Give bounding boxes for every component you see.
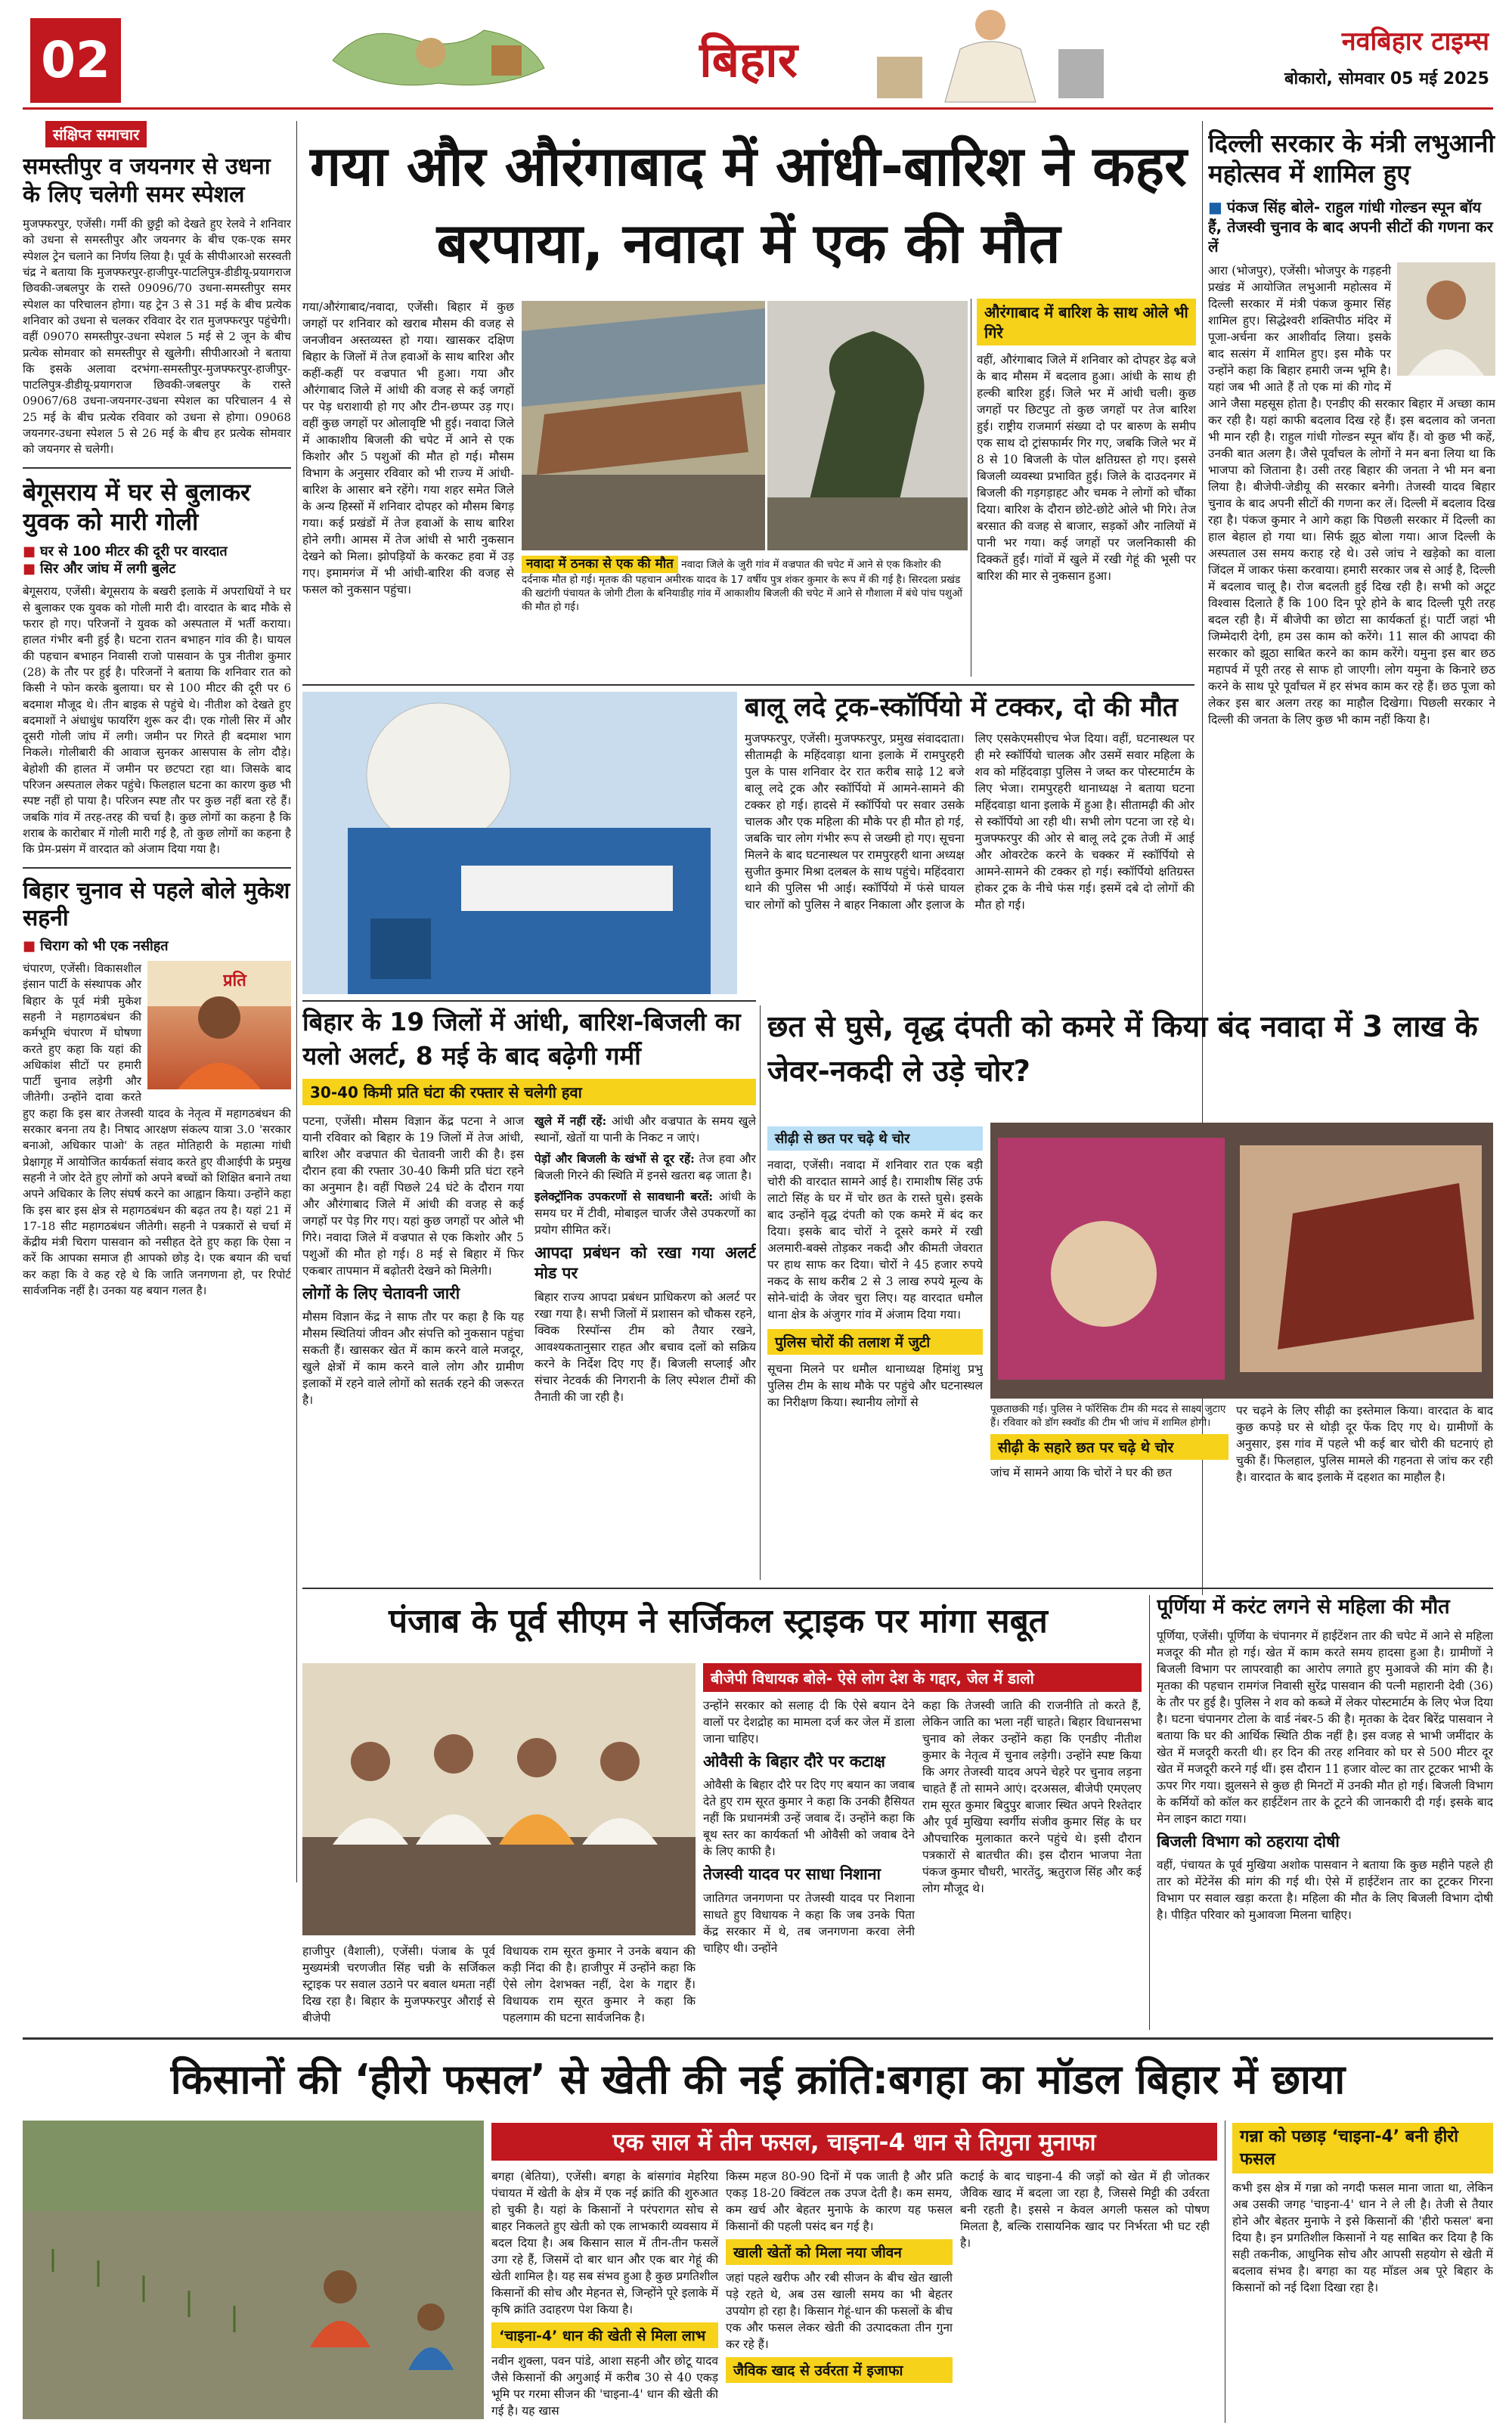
story-sahni-title: बिहार चुनाव से पहले बोले मुकेश सहनी bbox=[23, 877, 290, 932]
theft-lower bbox=[990, 1402, 1228, 1580]
purnia-body-2: वहीं, पंचायत के पूर्व मुखिया अशोक पासवान ने बताया कि कुछ महीने पहले ही तार को मेंटेनेंस की मांग की गई थी। ऐसे में हाईटेंशन तार का टूटकर गिरना विभाग पर सवाल खड़ा करता है। महिला की मौत के लिए बिजली विभाग दोषी है। पीड़ित परिवार को मुआवजा मिलना चाहिए। bbox=[1157, 1858, 1493, 1922]
theft-body-block bbox=[767, 1126, 983, 1580]
alert-sub-warning: लोगों के लिए चेतावनी जारी bbox=[302, 1284, 460, 1303]
alert-sub-disaster: आपदा प्रबंधन को रखा गया अलर्ट मोड पर bbox=[534, 1244, 756, 1283]
ransacked-room-photo bbox=[990, 1123, 1493, 1399]
brief-news-tag: संक्षिप्त समाचार bbox=[45, 121, 147, 147]
theft-caption-2: जांच में सामने आया कि चोरों ने घर की छत bbox=[990, 1466, 1173, 1480]
truck-headline: बालू लदे ट्रक-स्कॉर्पियो में टक्कर, दो की मौत bbox=[745, 692, 1178, 723]
punjab-body-4: जातिगत जनगणना पर तेजस्वी यादव पर निशाना साधते हुए विधायक ने कहा कि जब उनके पिता केंद्र सरकार में थे, तब जनगणना करवा लेनी चाहिए थी। उन्होंने bbox=[703, 1891, 915, 1955]
paddy-field-photo bbox=[23, 2121, 484, 2419]
alert-col-2: खुले में नहीं रहें: आंधी और वज्रपात के समय खुले स्थानों, खेतों या पानी के निकट न जाएं। पेड़ों और बिजली के खंभों से दूर रहें: तेज हवा और बिजली गिरने की स्थिति में इनसे खतरा बढ़ जाता है। इलेक्ट्रॉनिक उपकरणों से सावधानी बरतें: आंधी के समय घर में टीवी, मोबाइल चार्जर जैसे उपकरणों का प्रयोग सीमित करें। आपदा प्रबंधन को रखा गया अलर्ट मोड पर बिहार राज्य आपदा प्रबंधन प्राधिकरण को अलर्ट पर रखा गया है। सभी जिलों में प्रशासन को चौकस रहने, क्विक रिस्पॉन्स टीम को तैयार रखने, आवश्यकतानुसार राहत और बचाव दलों को सक्रिय करने के निर्देश दिए गए हैं। बिजली सप्लाई और संचार नेटवर्क की निगरानी के लिए स्पेशल टीमों की तैनाती की जा रही है। bbox=[534, 1114, 756, 1404]
farm-col-2 bbox=[726, 2168, 953, 2425]
story-begusarai-bullet-2: ■ सिर और जांघ में लगी बुलेट bbox=[23, 561, 176, 578]
punjab-headline: पंजाब के पूर्व सीएम ने सर्जिकल स्ट्राइक पर मांगा सबूत bbox=[389, 1602, 1048, 1641]
punjab-caption: हाजीपुर (वैशाली), एजेंसी। पंजाब के पूर्व मुख्यमंत्री चरणजीत सिंह चन्नी के सर्जिकल स्ट्राइक पर सवाल उठाने पर बवाल थमता नहीं दिख रहा है। बिहार के मुजफ्फरपुर औराई से बीजेपी bbox=[302, 1944, 495, 2025]
story-sahni-bullet: ■ चिराग को भी एक नसीहत bbox=[23, 937, 169, 954]
farm-col-1 bbox=[491, 2168, 718, 2425]
main-story-body: गया/औरंगाबाद/नवादा, एजेंसी। बिहार में कुछ जगहों पर शनिवार को खराब मौसम की वजह से जनजीवन अस्तव्यस्त हो गया। खासकर दक्षिण बिहार के जिलों में तेज हवाओं के साथ बारिश और कहीं-कहीं पर वज्रपात भी हुआ। गया और औरंगाबाद जिले में आंधी की वजह से कई जगहों पर पेड़ धराशायी हो गए और टीन-छप्पर उड़ गए। वहीं कुछ जगहों पर ओलावृष्टि भी हुई। नवादा जिले में आकाशीय बिजली की चपेट में आने से एक किशोर और 5 पशुओं की मौत हो गई। मौसम विभाग के अनुसार रविवार को भी राज्य में आंधी-बारिश के आसार बने रहेंगे। गया शहर समेत जिले के अन्य हिस्सों में शनिवार दोपहर को मौसम बिगड़ गया। कई प्रखंडों में तेज हवाओं के साथ बारिश होने लगी। आमस में तेज आंधी से भारी नुकसान देखने को मिला। झोपड़ियों के करकट हवा में उड़ गए। इमामगंज में भी आंधी-बारिश की वजह से फसल को नुकसान पहुंचा। bbox=[302, 300, 514, 596]
story-summer-special-title: समस्तीपुर व जयनगर से उधना के लिए चलेगी समर स्पेशल bbox=[23, 153, 271, 208]
sahni-photo-banner: प्रति bbox=[223, 971, 246, 991]
purnia-story bbox=[1157, 1595, 1493, 2030]
header-figure-art bbox=[862, 4, 1119, 106]
punjab-body-2: उन्होंने सरकार को सलाह दी कि ऐसे बयान देने वालों पर देशद्रोह का मामला दर्ज कर जेल में डाला जाना चाहिए। bbox=[703, 1699, 915, 1746]
farm-side-body: कभी इस क्षेत्र में गन्ना को नगदी फसल माना जाता था, लेकिन अब उसकी जगह 'चाइना-4' धान ने ले ली है। तेजी से तैयार होने और बेहतर मुनाफे ने इसे किसानों की 'हीरो फसल' बना दिया है। इन प्रगतिशील किसानों ने यह साबित कर दिया है कि सही तकनीक, आधुनिक सोच और आपसी सहयोग से खेती में बदलाव संभव है। बगहा का यह मॉडल अब पूरे बिहार के किसानों को नई दिशा दिखा रहा है। bbox=[1232, 2181, 1493, 2295]
alert-strip: 30-40 किमी प्रति घंटा की रफ्तार से चलेगी हवा bbox=[302, 1079, 756, 1105]
alert-col-1: पटना, एजेंसी। मौसम विज्ञान केंद्र पटना ने आज यानी रविवार को बिहार के 19 जिलों में तेज आंधी, बारिश और वज्रपात की चेतावनी जारी की है। इस दौरान हवा की रफ्तार 30-40 किमी प्रति घंटा रहने का अनुमान है। वहीं पिछले 24 घंटे के दौरान गया और औरंगाबाद जिले में आंधी की वजह से कई जगहों पर पेड़ गिर गए। यहां कुछ जगहों पर ओले भी गिरे। नवादा जिले में वज्रपात से एक किशोर और 5 पशुओं की मौत हो गई। 8 मई से बिहार में फिर एकबार तापमान में बढ़ोतरी देखने को मिलेगी। लोगों के लिए चेतावनी जारी मौसम विज्ञान केंद्र ने साफ तौर पर कहा है कि यह मौसम स्थितियां जीवन और संपत्ति को नुकसान पहुंचा सकती हैं। खासकर खेत में काम करने वाले मजदूर, खुले क्षेत्रों में काम करने वाले लोग और ग्रामीण इलाकों में रहने वाले लोगों को सतर्क रहने की जरूरत है। bbox=[302, 1114, 524, 1408]
section-title: बिहार bbox=[699, 33, 798, 88]
theft-body: नवादा, एजेंसी। नवादा में शनिवार रात एक बड़ी चोरी की वारदात सामने आई है। रामाशीष सिंह उर्फ लाटो सिंह के घर में चोर छत के रास्ते घुसे। इसके बाद उन्होंने वृद्ध दंपती को एक कमरे में बंद कर दिया। इसके बाद चोरों ने दूसरे कमरे में रखी अलमारी-बक्से तोड़कर नकदी और कीमती जेवरात पर हाथ साफ कर दिया। चोरों ने 45 हजार रुपये नकद के साथ करीब 2 से 3 लाख रुपये मूल्य के सोने-चांदी के जेवर चुरा लिए। यह वारदात धमौल थाना क्षेत्र के अंजुगर गांव में अंजाम दिया गया। bbox=[767, 1158, 983, 1321]
farm-sub-china4: ‘चाइना-4’ धान की खेती से मिला लाभ bbox=[491, 2322, 718, 2348]
theft-tag: सीढ़ी से छत पर चढ़े थे चोर bbox=[767, 1126, 983, 1151]
storm-caption-bold: नवादा में ठनका से एक की मौत bbox=[522, 556, 678, 573]
story-begusarai-body: बेगूसराय, एजेंसी। बेगूसराय के बखरी इलाके में अपराधियों ने घर से बुलाकर एक युवक को गोली मारी दी। वारदात के बाद मौके से फरार हो गए। परिजनों ने युवक को अस्पताल में भर्ती कराया। हालत गंभीर बनी हुई है। घटना रातन बभाहन गांव की है। घायल की पहचान बभाहन निवासी राजो पासवान के पुत्र नीतीश कुमार (28) के तौर पर हुई है। परिजनों ने बताया कि शनिवार रात को किसी ने फोन करके बुलाया। घर से 100 मीटर की दूरी पर 6 बदमाश मौजूद थे। तीन बाइक से पहुंचे थे। नीतीश को देखते हुए बदमाशों ने अंधाधुंध फायरिंग शुरू कर दी। एक गोली सिर में और दूसरी गोली जांघ में लगी। जमीन पर गिरते ही बदमाश भाग निकले। गोलीबारी की आवाज सुनकर आसपास के लोग दौड़े। बेहोशी की हालत में जमीन पर छटपटा रहा था। जिसके बाद परिजन अस्पताल लेकर पहुंचे। फिलहाल घटना का कारण कुछ भी स्पष्ट नहीं हो पाया है। परिजन स्पष्ट तौर पर कुछ नहीं बता रहे हैं। जबकि गांव में तरह-तरह की चर्चा है। कुछ लोगों का कहना है कि शराब के कारोबार में गोली मारी गई है, तो कुछ लोगों का कहना है कि प्रेम-प्रसंग में वारदात को अंजाम दिया गया है। bbox=[23, 584, 291, 857]
farm-body-1: बगहा (बेतिया), एजेंसी। बगहा के बांसगांव मेहरिया पंचायत में खेती के क्षेत्र में एक नई क्रांति की शुरुआत हो चुकी है। यहां के किसानों ने परंपरागत सोच से बाहर निकलते हुए खेती को एक लाभकारी व्यवसाय में बदल दिया है। अब किसान साल में तीन-तीन फसलें उगा रहे हैं, जिसमें दो बार धान और एक बार गेहूं की खेती शामिल है। यह सब संभव हुआ है कुछ प्रगतिशील किसानों की सोच और मेहनत से, जिन्होंने पूरे इलाके में कृषि क्रांति उदाहरण पेश किया है। bbox=[491, 2170, 718, 2316]
punjab-kicker: बीजेपी विधायक बोले- ऐसे लोग देश के गद्दार, जेल में डालो bbox=[703, 1663, 1142, 1692]
farm-strip: एक साल में तीन फसल, चाइना-4 धान से तिगुना मुनाफा bbox=[491, 2123, 1217, 2161]
purnia-headline: पूर्णिया में करंट लगने से महिला की मौत bbox=[1157, 1595, 1450, 1619]
purnia-sub: बिजली विभाग को ठहराया दोषी bbox=[1157, 1832, 1340, 1851]
farm-body-2: नवीन शुक्ला, पवन पांडे, आशा सहनी और छोटू यादव जैसे किसानों की अगुआई में करीब 30 से 40 एकड़ भूमि पर गरमा सीजन की 'चाइना-4' धान की खेती की गई है। यह खास bbox=[491, 2354, 718, 2418]
delhi-headline: दिल्ली सरकार के मंत्री लभुआनी महोत्सव में शामिल हुए bbox=[1208, 129, 1495, 189]
storm-damage-photo bbox=[522, 301, 765, 550]
punjab-body-5: कहा कि तेजस्वी जाति की राजनीति तो करते हैं, लेकिन जाति का भला नहीं चाहते। बिहार विधानसभा चुनाव को लेकर उन्होंने कहा कि एनडीए नीतीश कुमार के नेतृत्व में चुनाव लड़ेगी। उन्होंने स्पष्ट किया कि अगर तेजस्वी यादव अपने चेहरे पर चुनाव लड़ना चाहते हैं तो सामने आएं। दरअसल, बीजेपी एमएलए राम सूरत कुमार बिदुपुर बाजार स्थित अपने रिश्तेदार और पूर्व मुखिया स्वर्गीय संजीव कुमार सिंह के घर औपचारिक मुलाकात करने पहुंचे थे। इसी दौरान पत्रकारों से बातचीत की। इस दौरान भाजपा नेता पंकज कुमार चौधरी, भारतेंदु, ऋतुराज सिंह और कई लोग मौजूद थे। bbox=[922, 1699, 1142, 1895]
aurangabad-sub-body: वहीं, औरंगाबाद जिले में शनिवार को दोपहर डेढ़ बजे के बाद मौसम में बदलाव हुआ। आंधी के साथ ही हल्की बारिश हुई। जिले भर में आंधी चली। कुछ जगहों पर छिटपुट तो कुछ जगहों पर तेज बारिश हुई। राष्ट्रीय राजमार्ग संख्या दो पर बारुण के समीप एक साथ दो ट्रांसफार्मर गिर गए, जबकि जिले भर में 8 से 10 बिजली के पोल क्षतिग्रस्त हो गए। इससे बिजली व्यवस्था प्रभावित हुई। जिले के दाउदनगर में बिजली की गड़गड़ाहट और चमक ने लोगों को चौंका दिया। बारिश के दौरान छोटे-छोटे ओले भी गिरे। तेज बरसात की वजह से बाजार, सड़कों और नालियों में पानी भर गया। कई जगहों पर जलनिकासी की दिक्कतें हुईं। गांवों में खुले में रखी गेहूं की भूसी पर बारिश की मार से नुकसान हुआ। bbox=[977, 353, 1196, 583]
page-header bbox=[0, 0, 1512, 113]
aurangabad-sub-head: औरंगाबाद में बारिश के साथ ओले भी गिरे bbox=[977, 299, 1196, 345]
farm-headline: किसानों की ‘हीरो फसल’ से खेती की नई क्रांति:बगहा का मॉडल बिहार में छाया bbox=[170, 2056, 1346, 2103]
story-sahni-body: चंपारण, एजेंसी। विकासशील इंसान पार्टी के संस्थापक और बिहार के पूर्व मंत्री मुकेश सहनी ने महागठबंधन की कर्मभूमि चंपारण में घोषणा करते हुए कहा कि यहां की अधिकांश सीटों पर हमारी पार्टी चुनाव लड़ेगी और जीतेगी। उन्होंने दावा करते हुए कहा कि इस बार तेजस्वी यादव के नेतृत्व में महागठबंधन की सरकार बनना तय है। निषाद आरक्षण संकल्प यात्रा 3.0 'सरकार बनाओ, अधिकार पाओ' के तहत मोतिहारी के महात्मा गांधी प्रेक्षागृह में आयोजित कार्यकर्ता संवाद करते हुए वीआईपी के प्रमुख सहनी ने जोर देते हुए लोगों को अपने बच्चों को शिक्षित बनाने तथा अपने अधिकार के लिए संघर्ष करने का आह्वान किया। उन्होंने कहा कि इस बार इस क्षेत्र से महागठबंधन की बढ़त तय है। यहां 21 में 17-18 सीट महागठबंधन जीतेगी। सहनी ने पत्रकारों से चर्चा में केंद्रीय मंत्री चिराग पासवान को नसीहत देते हुए कहा कि ऐसा न करें कि आपका समाज ही आपको छोड़ दे। एक बयान की चर्चा कर कहा कि वे कह रहे थे कि जाति जनगणना हो, पर रिपोर्ट सार्वजनिक नहीं है। उनका यह बयान गलत है। bbox=[23, 962, 291, 1298]
sahni-photo bbox=[147, 961, 291, 1089]
theft-body-3: पर चढ़ने के लिए सीढ़ी का इस्तेमाल किया। वारदात के बाद कुछ कपड़े घर से थोड़ी दूर फेंक दिए गए थे। ग्रामीणों के अनुसार, इस गांव में पहले भी कई बार चोरी की घटनाएं हो चुकी हैं। फिलहाल, पुलिस मामले की गहनता से जांच कर रही है। वारदात के बाद इलाके में दहशत का माहौल है। bbox=[1236, 1404, 1493, 1484]
farm-body-4: जहां पहले खरीफ और रबी सीजन के बीच खेत खाली पड़े रहते थे, अब उस खाली समय का भी बेहतर उपयोग हो रहा है। किसान गेहूं-धान की फसलों के बीच एक और फसल लेकर खेती की उत्पादकता तीन गुना कर रहे हैं। bbox=[726, 2271, 953, 2351]
storm-tree-photo bbox=[767, 301, 968, 550]
brand-name: नवबिहार टाइम्स bbox=[1341, 26, 1489, 57]
yellow-alert-story bbox=[302, 1005, 756, 1580]
theft-body-2: सूचना मिलने पर धमौल थानाध्यक्ष हिमांशु प्रभु पुलिस टीम के साथ मौके पर पहुंचे और घटनास्थल का निरीक्षण किया। स्थानीय लोगों से bbox=[767, 1362, 983, 1409]
punjab-col-2 bbox=[703, 1697, 915, 2030]
farm-body-5: कटाई के बाद चाइना-4 की जड़ों को खेत में ही जोतकर जैविक खाद में बदला जा रहा है, जिससे मिट्टी की उर्वरता बनी रहती है। इससे न केवल अगली फसल को पोषण मिलता है, बल्कि रासायनिक खाद पर निर्भरता भी घट रही है। bbox=[960, 2170, 1210, 2250]
aurangabad-sub bbox=[977, 299, 1196, 677]
farm-side-head: गन्ना को पछाड़ ‘चाइना-4’ बनी हीरो फसल bbox=[1232, 2123, 1493, 2173]
theft-sub-police: पुलिस चोरों की तलाश में जुटी bbox=[767, 1329, 983, 1355]
main-headline-text: गया और औरंगाबाद में आंधी-बारिश ने कहर बरपाया, नवादा में एक की मौत bbox=[310, 135, 1187, 277]
delhi-kicker: ■ पंकज सिंह बोले- राहुल गांधी गोल्डन स्पून बॉय हैं, तेजस्वी चुनाव के बाद अपनी सीटों की गणना कर लें bbox=[1208, 197, 1493, 256]
theft-caption-1: पूछताछकी गई। पुलिस ने फॉरेंसिक टीम की मदद से साक्ष्य जुटाए हैं। रविवार को डॉग स्क्वॉड की टीम भी जांच में शामिल होगी। bbox=[990, 1403, 1226, 1430]
truck-accident bbox=[745, 692, 1194, 994]
mla-meeting-photo bbox=[302, 1663, 696, 1935]
story-begusarai-bullet-1: ■ घर से 100 मीटर की दूरी पर वारदात bbox=[23, 543, 228, 559]
storm-photo-caption: नवादा में ठनका से एक की मौत नवादा जिले के जुरी गांव में वज्रपात की चपेट में आने से एक किशोर की दर्दनाक मौत हो गई। मृतक की पहचान अमीरक यादव के 17 वर्षीय पुत्र शंकर कुमार के रूप में की गई है। सिरदला प्रखंड की खटांगी पंचायत के जोगी टीला के बनियाडीह गांव में आकाशीय बिजली की चपेट में आने से गौशाला में बंधे पांच पशुओं की मौत हो गई। bbox=[522, 556, 962, 614]
main-headline bbox=[302, 129, 1194, 295]
minister-photo bbox=[1397, 262, 1495, 376]
brief-news-column bbox=[23, 121, 291, 1882]
punjab-sub-tejashwi: तेजस्वी यादव पर साधा निशाना bbox=[703, 1865, 881, 1884]
page-number: 02 bbox=[30, 18, 121, 103]
punjab-body-1: विधायक राम सूरत कुमार ने उनके बयान की कड़ी निंदा की है। हाजीपुर में उन्होंने कहा कि ऐसे लोग देशभक्त नहीं, देश के गद्दार हैं। विधायक राम सूरत कुमार ने कहा कि पहलगाम की घटना सार्वजनिक है। bbox=[503, 1944, 696, 2025]
theft-headline: छत से घुसे, वृद्ध दंपती को कमरे में किया बंद नवादा में 3 लाख के जेवर-नकदी ले उड़े चोर? bbox=[767, 1010, 1478, 1089]
header-map-art bbox=[318, 8, 559, 98]
dateline: बोकारो, सोमवार 05 मई 2025 bbox=[1284, 70, 1489, 88]
farm-side bbox=[1232, 2123, 1493, 2425]
story-begusarai-title: बेगूसराय में घर से बुलाकर युवक को मारी गोली bbox=[23, 477, 251, 536]
farm-sub-organic: जैविक खाद से उर्वरता में इजाफा bbox=[726, 2357, 953, 2383]
purnia-body: पूर्णिया, एजेंसी। पूर्णिया के चंपानगर में हाईटेंशन तार की चपेट में आने से महिला मजदूर की मौत हो गई। खेत में काम करते समय हादसा हुआ है। ग्रामीणों ने बिजली विभाग पर लापरवाही का आरोप लगाते हुए मुआवजे की मांग की है। मृतका की पहचान रामगंज निवासी सुरेंद्र पासवान की पत्नी महारानी देवी (36) के तौर पर हुई है। पुलिस ने शव को कब्जे में लेकर पोस्टमार्टम के लिए भेज दिया है। घटना चंपानगर टोला के वार्ड नंबर-5 की है। मृतका के देवर बिरेंद्र पासवान ने बताया कि घर की आर्थिक स्थिति ठीक नहीं है। इस वजह से भाभी जमींदार के खेत में मजदूरी करती थी। हर दिन की तरह शनिवार को घर से 500 मीटर दूर खेत में मजदूरी करने गई थीं। इस दौरान 11 हजार वोल्ट का तार टूटकर भाभी के ऊपर गिर गया। झुलसने से कुछ ही मिनटों में उनकी मौत हो गई। बिजली विभाग के कर्मियों को कॉल कर हाईटेंशन तार के टूटने की जानकारी दी गई। इसके बाद मेन लाइन काटा गया। bbox=[1157, 1628, 1493, 1826]
met-office-photo bbox=[302, 692, 737, 994]
alert-headline: बिहार के 19 जिलों में आंधी, बारिश-बिजली का यलो अलर्ट, 8 मई के बाद बढ़ेगी गर्मी bbox=[302, 1007, 741, 1070]
delhi-body: आरा (भोजपुर), एजेंसी। भोजपुर के गड़हनी प्रखंड में आयोजित लभुआनी महोत्सव में दिल्ली सरकार में मंत्री पंकज कुमार सिंह शामिल हुए। सिद्धेश्वरी शक्तिपीठ मंदिर में पूजा-अर्चना कर आशीर्वाद लिया। इसके बाद सत्संग में शामिल हुए। इस मौके पर उन्होंने कहा कि बिहार हमारी जन्म भूमि है। यहां जब भी आते हैं तो एक मां की गोद में आने जैसा महसूस होता है। एनडीए की सरकार बिहार में अच्छा काम कर रही है। यहां काफी बदलाव दिख रहे हैं। इस बदलाव को जनता भी मान रही है। राहुल गांधी गोल्डन स्पून बॉय हैं। वो कुछ भी कहें, उनकी बात अलग है। जैसे पूर्वांचल के लोगों ने मन बना लिया था कि भाजपा को जिताना है। उसी तरह बिहार की जनता ने भी मन बना लिया है। बीजेपी-जेडीयू की सरकार बनेगी। तेजस्वी यादव बिहार चुनाव के बाद अपनी सीटों की गणना कर लें। दिल्ली में बदलाव दिख रहा है। पंकज कुमार ने आगे कहा कि पिछली सरकार में दिल्ली का हाल बेहाल हो गया था। सिर्फ झूठ बोला गया। आज दिल्ली के अस्पताल उस समय कराह रहे थे। उसे जांच ने खड़ेको का वाला जिंदल में जाकर फंसा करवाया। हमारी सरकार जब से आई है, दिल्ली में बदलाव चालू है। रोज बदलती हुई दिख रही है। सभी को अटूट विश्वास दिलाते हैं कि 100 दिन पूरे होने के बाद दिल्ली पूरी तरह बदल रही है। में बीजेपी का छोटा सा कार्यकर्ता हूं। पार्टी जहां भी जिम्मेदारी देगी, हम उस काम को करेंगे। 11 साल की आपदा की सरकार को झूठा साबित करने का काम करेंगे। यमुना इस बार छठ महापर्व में पूरी तरह से साफ हो जाएगी। लोग यमुना के किनारे छठ करने के साथ पूरे पूर्वांचल में हर संभव काम कर रहे हैं। छठ पूजा को लेकर इस बार अलग तरह का माहौल दिखेगा। पिछली सरकार ने दिल्ली की जनता के लिए कुछ भी काम नहीं किया है। bbox=[1208, 263, 1495, 727]
story-summer-special-body: मुजफ्फरपुर, एजेंसी। गर्मी की छुट्टी को देखते हुए रेलवे ने शनिवार को उधना से समस्तीपुर और जयनगर के बीच एक-एक समर स्पेशल ट्रेन चलाने का निर्णय लिया है। पूर्व के सीपीआरओ सरस्वती चंद्र ने बताया कि मुजफ्फरपुर-हाजीपुर-पाटलिपुत्र-डीडीयू-प्रयागराज छिवकी-जबलपुर के रास्ते 09096/70 उधना-समस्तीपुर समर स्पेशल का परिचालन होगा। यह ट्रेन 3 से 31 मई के बीच प्रत्येक शनिवार को उधना से चलकर रविवार देर रात मुजफ्फरपुर पहुंचेगी। वहीं 09070 समस्तीपुर-उधना स्पेशल 5 मई से 2 जून के बीच प्रत्येक सोमवार को समस्तीपुर से खुलेगी। सीपीआरओ ने बताया कि इसके अलावा दरभंगा-समस्तीपुर-मुजफ्फरपुर-हाजीपुर-पाटलिपुत्र-डीडीयू-प्रयागराज छिवकी-जबलपुर के रास्ते 09067/68 उधना-जयनगर-उधना स्पेशल का परिचालन 4 से 25 मई के बीच प्रत्येक रविवार को उधना से होगा। 09068 जयनगर-उधना स्पेशल 5 से 26 मई के बीच हर प्रत्येक सोमवार को जयनगर से चलेगी। bbox=[23, 217, 291, 457]
farm-sub-empty-fields: खाली खेतों को मिला नया जीवन bbox=[726, 2239, 953, 2265]
punjab-sub-owaisi: ओवैसी के बिहार दौरे पर कटाक्ष bbox=[703, 1752, 885, 1771]
farm-body-3: किस्म महज 80-90 दिनों में पक जाती है और प्रति एकड़ 18-20 क्विंटल तक उपज देती है। कम समय, कम खर्च और बेहतर मुनाफे के कारण यह फसल किसानों की पहली पसंद बन गई है। bbox=[726, 2170, 953, 2233]
truck-body: मुजफ्फरपुर, एजेंसी। मुजफ्फरपुर, प्रमुख संवाददाता। सीतामढ़ी के महिंदवाड़ा थाना इलाके में रामपुरहरी पुल के पास शनिवार देर रात करीब साढ़े 12 बजे बालू लदे ट्रक और स्कॉर्पियो में आमने-सामने की टक्कर हो गई। हादसे में स्कॉर्पियो पर सवार उसके चालक और एक महिला की मौके पर ही मौत हो गई, जबकि चार लोग गंभीर रूप से जख्मी हो गए। सूचना मिलने के बाद घटनास्थल पर रामपुरहरी थाना अध्यक्ष सुजीत कुमार मिश्रा दलबल के साथ पहुंचे। महिंदवारा थाने की पुलिस भी आई। स्कॉर्पियो में फंसे घायल चार लोगों को पुलिस ने बाहर निकाला और इलाज के लिए एसकेएमसीएच भेज दिया। वहीं, घटनास्थल पर ही मरे स्कॉर्पियो चालक और उसमें सवार महिला के शव को महिंदवाड़ा पुलिस ने जब्त कर पोस्टमार्टम के लिए भेजा। रामपुरहरी थानाध्यक्ष ने बताया घटना महिंदवाड़ा थाना इलाके में हुआ है। सीतामढ़ी की ओर से स्कॉर्पियो आ रही थी। सभी लोग पटना जा रहे थे। मुजफ्फरपुर की ओर से बालू लदे ट्रक तेजी में आई और ओवरटेक करने के चक्कर में स्कॉर्पियो से आमने-सामने की टक्कर हो गई। स्कॉर्पियो क्षतिग्रस्त होकर ट्रक के नीचे फंस गई। इसमें दबे दो लोगों की मौत हो गई। bbox=[745, 731, 1194, 912]
theft-sub-ladder: सीढ़ी के सहारे छत पर चढ़े थे चोर bbox=[990, 1434, 1228, 1460]
punjab-body-3: ओवैसी के बिहार दौरे पर दिए गए बयान का जवाब देते हुए राम सूरत कुमार ने कहा कि उनकी हैसियत नहीं कि प्रधानमंत्री उन्हें जवाब दें। उन्होंने कहा कि बूथ स्तर का कार्यकर्ता भी ओवैसी को जवाब देने के लिए काफी है। bbox=[703, 1778, 915, 1859]
